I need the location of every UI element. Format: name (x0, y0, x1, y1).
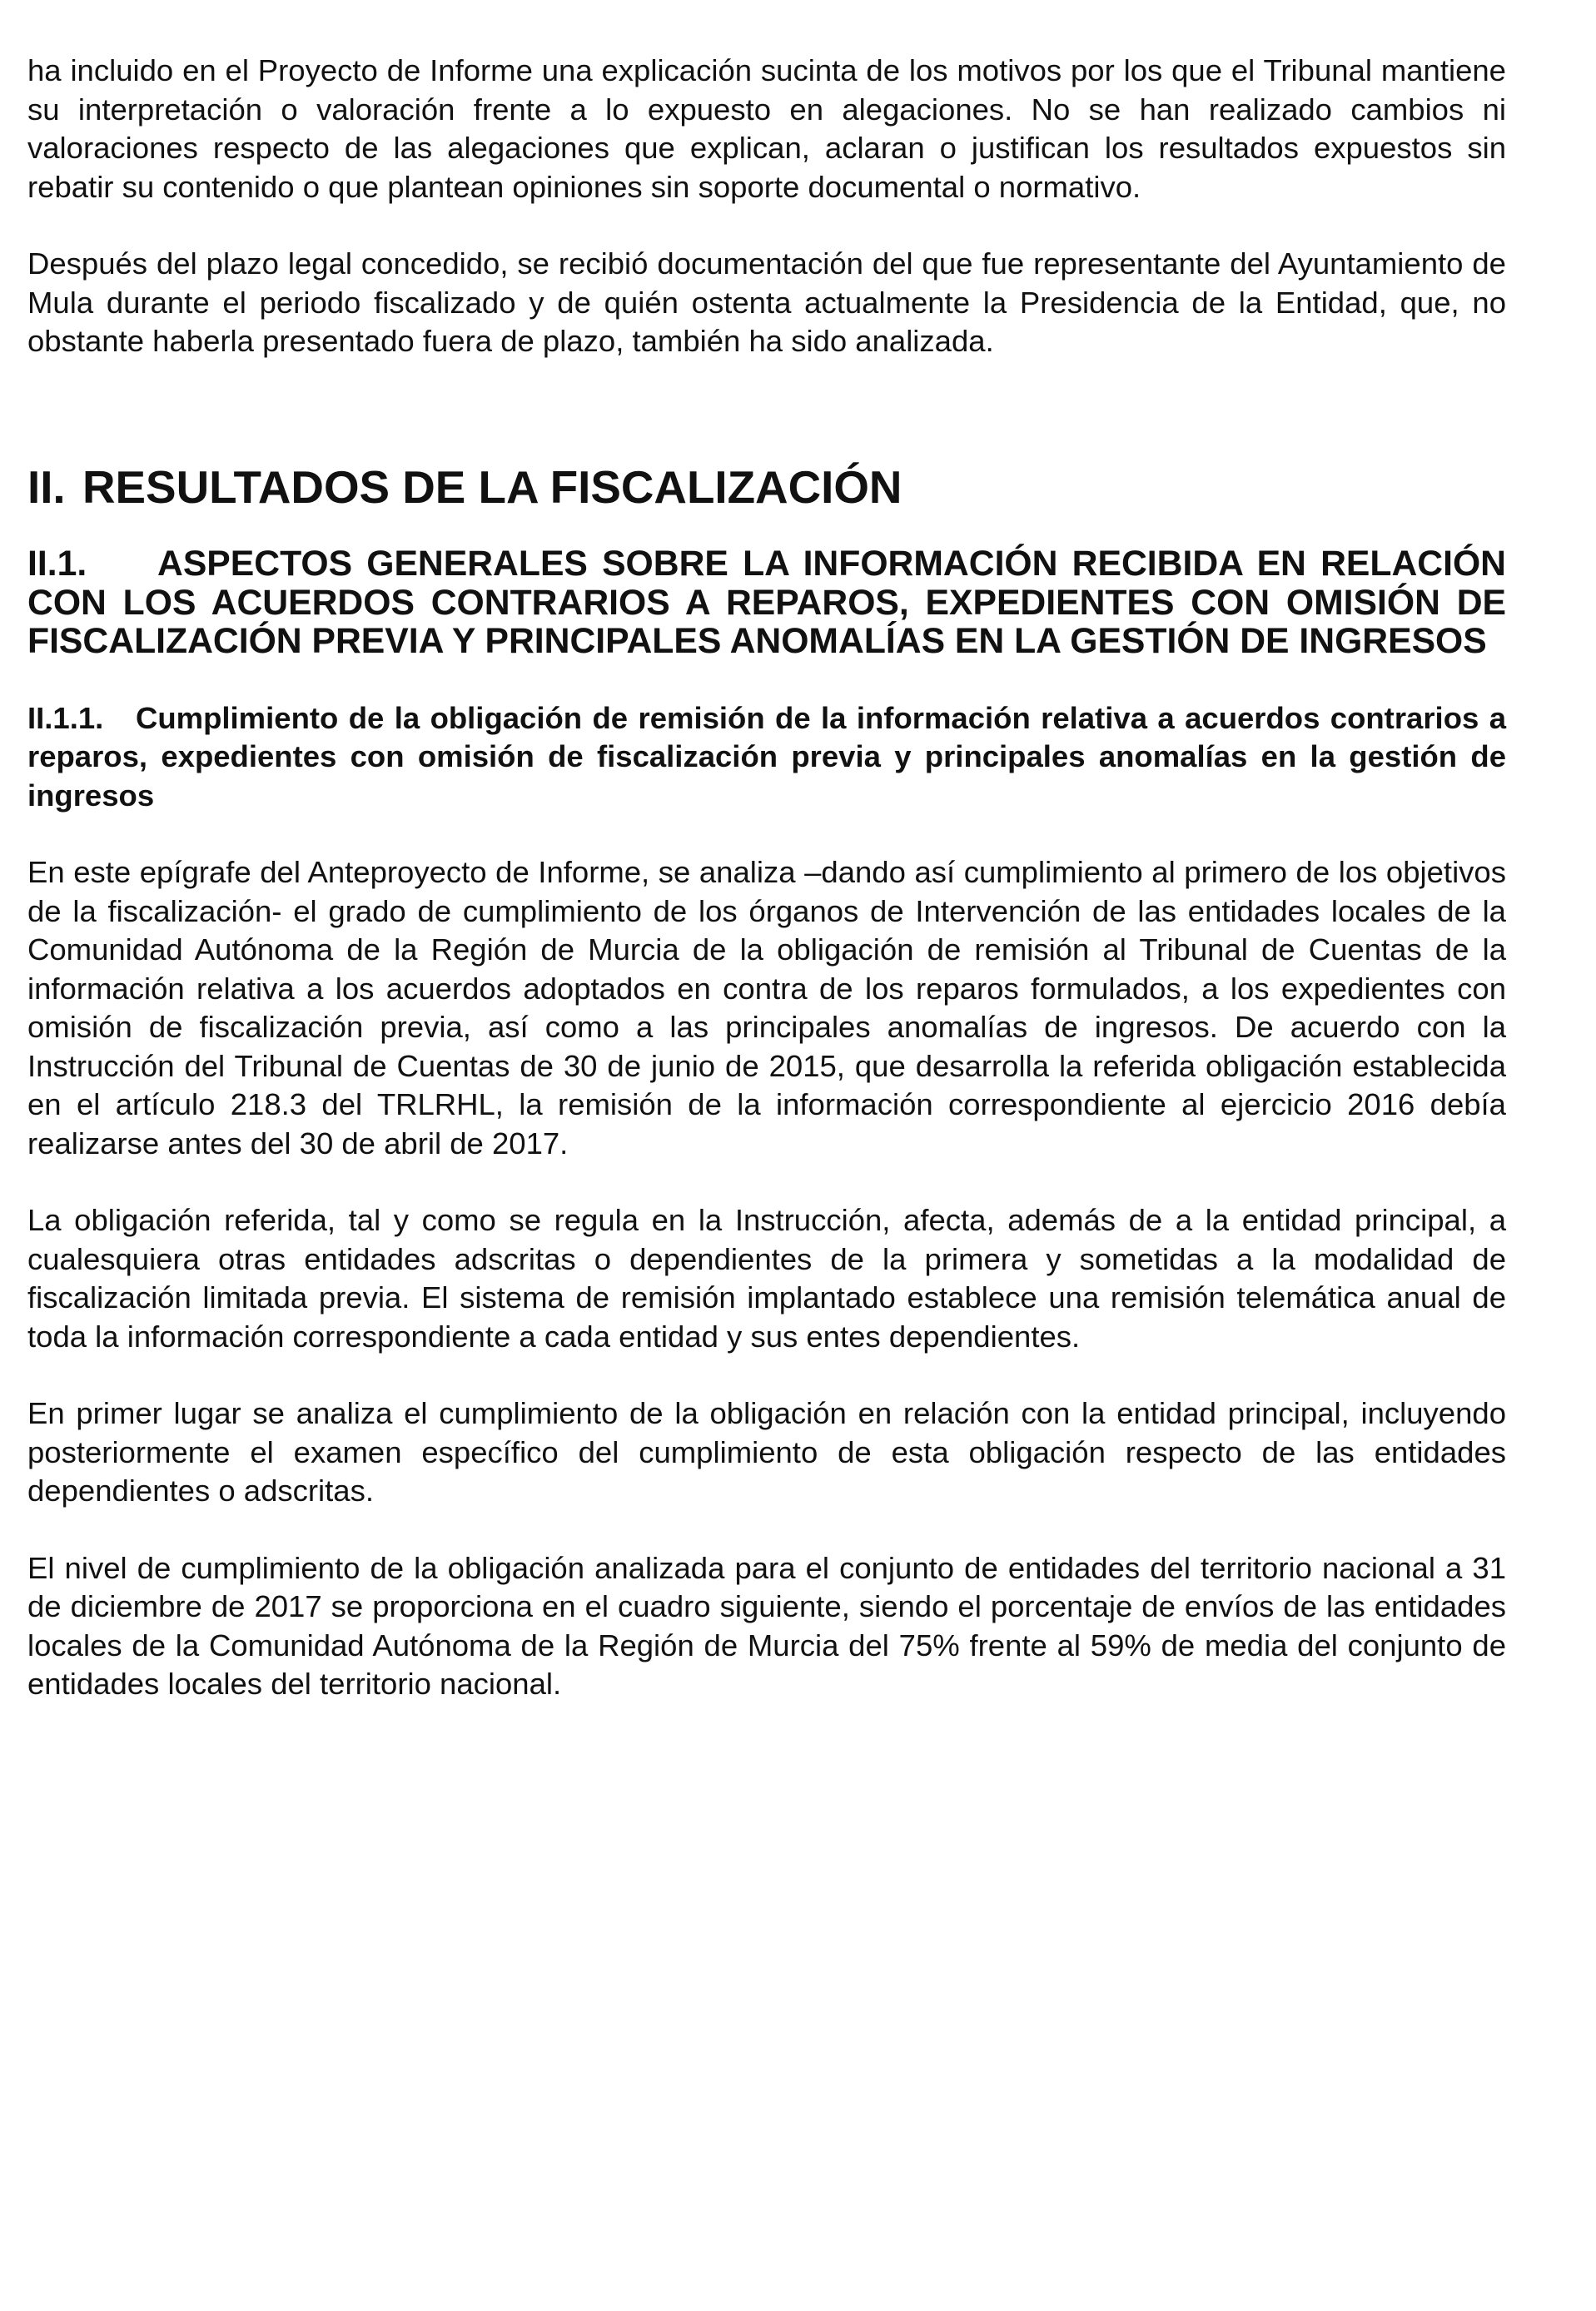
paragraph-obligacion: La obligación referida, tal y como se regula en la Instrucción, afecta, además de a la entidad principal, a cualesquiera otras entidades adscritas o dependientes de la primera y sometidas a la modalidad de fiscalización limitada previa. El sistema de remisión implantado establece una remisión telemática anual de toda la información correspondiente a cada entidad y sus entes dependientes. (27, 1203, 1506, 1354)
subsection-number: II.1. (27, 544, 87, 584)
subsection-title: ASPECTOS GENERALES SOBRE LA INFORMACIÓN RECIBIDA EN RELACIÓN CON LOS ACUERDOS CONTRARIOS A REPAROS, EXPEDIENTES CON OMISIÓN DE FISCALIZACIÓN PREVIA Y PRINCIPALES ANOMALÍAS EN LA GESTIÓN DE INGRESOS (27, 544, 1506, 661)
paragraph-nivel-cumplimiento: El nivel de cumplimiento de la obligación analizada para el conjunto de entidades del territorio nacional a 31 de diciembre de 2017 se proporciona en el cuadro siguiente, siendo el porcentaje de envíos de las entidades locales de la Comunidad Autónoma de la Región de Murcia del 75% frente al 59% de media del conjunto de entidades locales del territorio nacional. (27, 1550, 1506, 1701)
paragraph-alegaciones: ha incluido en el Proyecto de Informe una explicación sucinta de los motivos por los que el Tribunal mantiene su interpretación o valoración frente a lo expuesto en alegaciones. No se han realizado cambios ni valoraciones respecto de las alegaciones que explican, aclaran o justifican los resultados expuestos sin rebatir su contenido o que plantean opiniones sin soporte documental o normativo. (27, 53, 1506, 204)
paragraph-epigrafe: En este epígrafe del Anteproyecto de Informe, se analiza –dando así cumplimiento al primero de los objetivos de la fiscalización- el grado de cumplimiento de los órganos de Intervención de las entidades locales de la Comunidad Autónoma de la Región de Murcia de la obligación de remisión al Tribunal de Cuentas de la información relativa a los acuerdos adoptados en contra de los reparos formulados, a los expedientes con omisión de fiscalización previa, así como a las principales anomalías de ingresos. De acuerdo con la Instrucción del Tribunal de Cuentas de 30 de junio de 2015, que desarrolla la referida obligación establecida en el artículo 218.3 del TRLRHL, la remisión de la información correspondiente al ejercicio 2016 debía realizarse antes del 30 de abril de 2017. (27, 855, 1506, 1160)
section-title: RESULTADOS DE LA FISCALIZACIÓN (82, 460, 902, 513)
subsubsection-number: II.1.1. (27, 700, 104, 735)
subsubsection-heading (27, 699, 1506, 816)
paragraph-primer-lugar: En primer lugar se analiza el cumplimiento de la obligación en relación con la entidad principal, incluyendo posteriormente el examen específico del cumplimiento de esta obligación respecto de las entidades dependientes o adscritas. (27, 1396, 1506, 1508)
document-page (27, 52, 1506, 1704)
section-number: II. (27, 460, 66, 513)
subsection-heading (27, 544, 1506, 661)
paragraph-documentacion-mula: Después del plazo legal concedido, se recibió documentación del que fue representante del Ayuntamiento de Mula durante el periodo fiscalizado y de quién ostenta actualmente la Presidencia de la Entidad, que, no obstante haberla presentado fuera de plazo, también ha sido analizada. (27, 246, 1506, 358)
subsubsection-title: Cumplimiento de la obligación de remisión de la información relativa a acuerdos contrarios a reparos, expedientes con omisión de fiscalización previa y principales anomalías en la gestión de ingresos (27, 700, 1506, 813)
section-heading (27, 460, 1506, 513)
